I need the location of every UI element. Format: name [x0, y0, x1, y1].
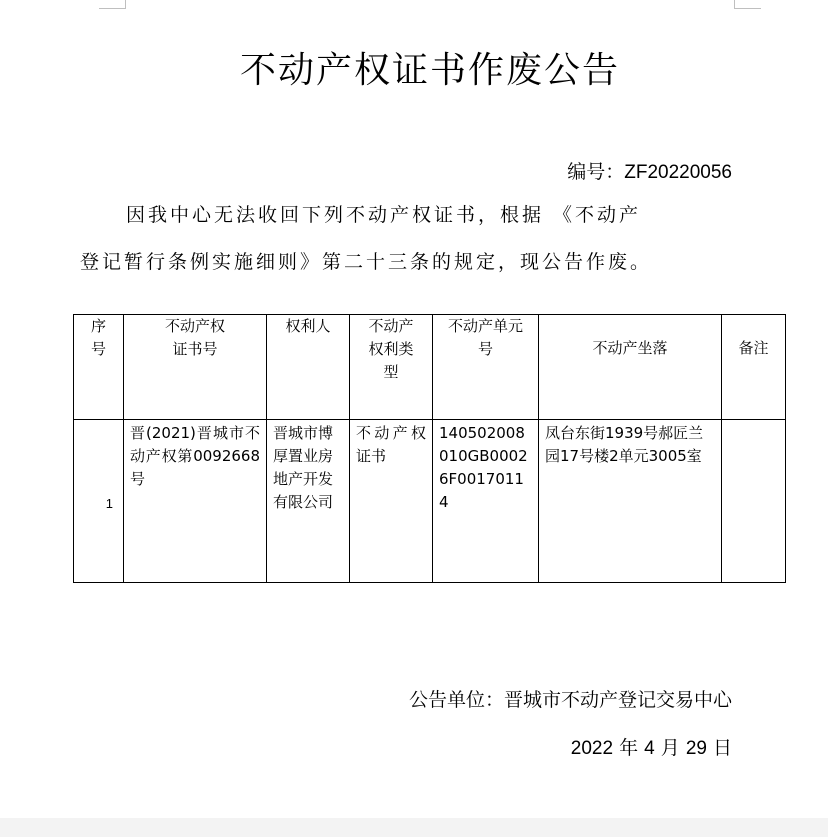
- crop-mark-top-left: [99, 0, 126, 9]
- document-number-label: 编号：: [567, 161, 625, 183]
- document-number-value: ZF20220056: [624, 162, 732, 183]
- header-owner: [267, 315, 350, 420]
- cell-right-type: [350, 420, 433, 583]
- row-type-value: 不动产权证书: [356, 424, 426, 465]
- issuing-unit: [409, 685, 732, 712]
- page-bottom-band: [0, 818, 828, 837]
- header-unit-number: [433, 315, 539, 420]
- cell-location: [539, 420, 722, 583]
- row-cert-value: 晋(2021)晋城市不动产权第0092668号: [130, 424, 260, 488]
- date-year-unit: 年: [613, 737, 645, 759]
- issuing-unit-label: 公告单位：: [408, 689, 504, 711]
- date-day: 29: [685, 738, 707, 759]
- body-line-1: 因我中心无法收回下列不动产权证书，根据 《不动产: [126, 204, 642, 226]
- cell-seq: [74, 420, 124, 583]
- header-unit-line-1: 不动产单元: [447, 317, 523, 335]
- header-seq: [74, 315, 124, 420]
- header-right-type: [350, 315, 433, 420]
- date-day-unit: 日: [706, 737, 732, 759]
- row-location-value: 凤台东街1939号郝匠兰园17号楼2单元3005室: [545, 424, 704, 465]
- table-row: [74, 420, 786, 583]
- document-number: [567, 157, 732, 184]
- date-year: 2022: [570, 738, 614, 759]
- crop-mark-top-right: [734, 0, 761, 9]
- body-line-2: 登记暂行条例实施细则》第二十三条的规定，现公告作废。: [80, 251, 653, 273]
- header-seq-line-1: 序: [90, 317, 106, 335]
- header-note: [722, 315, 786, 420]
- cell-note: [722, 420, 786, 583]
- row-unit-value: 140502008010GB00026F00170114: [439, 424, 528, 511]
- row-seq-value: 1: [105, 496, 113, 511]
- header-type-line-2: 权利类: [368, 340, 414, 358]
- row-note-value: [722, 420, 785, 424]
- cell-owner: [267, 420, 350, 583]
- header-unit-line-2: 号: [477, 340, 493, 358]
- header-cert-line-2: 证书号: [172, 340, 218, 358]
- header-note-label: 备注: [738, 339, 769, 357]
- date-month-unit: 月: [654, 737, 686, 759]
- cell-cert-number: [124, 420, 267, 583]
- cell-unit-number: [433, 420, 539, 583]
- date-month: 4: [644, 738, 655, 759]
- row-owner-value: 晋城市博厚置业房地产开发有限公司: [273, 424, 334, 511]
- header-cert-line-1: 不动产权: [164, 317, 225, 335]
- table-header-row: [74, 315, 786, 420]
- header-type-line-1: 不动产: [368, 317, 414, 335]
- issuing-unit-org: 晋城市不动产登记交易中心: [503, 689, 732, 711]
- header-type-line-3: 型: [383, 363, 399, 381]
- document-title: 不动产权证书作废公告: [239, 50, 620, 91]
- header-owner-label: 权利人: [285, 317, 331, 335]
- header-location: [539, 315, 722, 420]
- certificate-table: [73, 314, 786, 583]
- header-cert-number: [124, 315, 267, 420]
- header-seq-line-2: 号: [90, 340, 106, 358]
- announcement-date: [571, 733, 732, 760]
- header-location-label: 不动产坐落: [592, 339, 668, 357]
